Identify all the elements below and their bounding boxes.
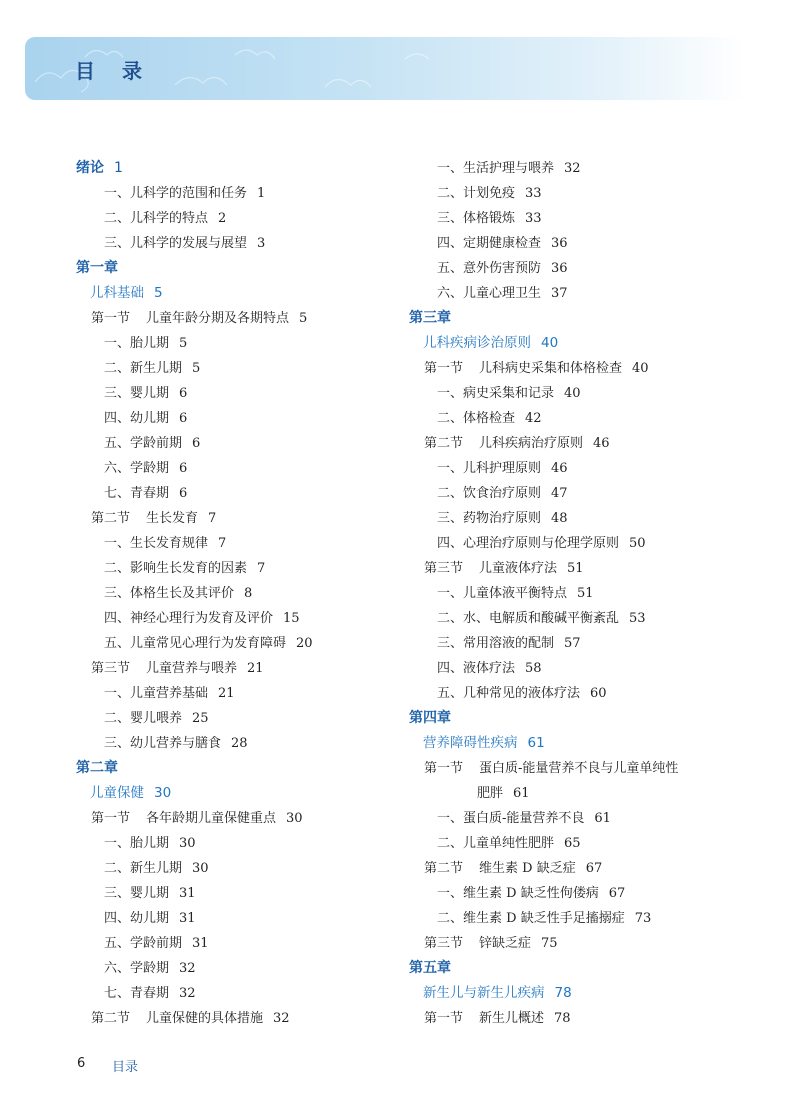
toc-entry-title: 四、定期健康检查 <box>437 236 542 251</box>
toc-entry-title: 二、影响生长发育的因素 <box>104 561 248 576</box>
toc-entry-item[interactable] <box>409 806 749 831</box>
toc-entry-title: 一、胎儿期 <box>104 336 170 351</box>
toc-entry-item[interactable] <box>409 381 749 406</box>
toc-entry-title: 一、生长发育规律 <box>104 536 209 551</box>
toc-entry-page: 7 <box>257 561 266 576</box>
toc-entry-title: 三、幼儿营养与膳食 <box>104 736 222 751</box>
toc-entry-page: 53 <box>629 611 646 626</box>
toc-entry-title: 一、儿童体液平衡特点 <box>437 586 568 601</box>
toc-entry-section-title: 锌缺乏症 <box>479 936 532 951</box>
toc-entry-page: 21 <box>247 661 264 676</box>
toc-entry-title: 六、儿童心理卫生 <box>437 286 542 301</box>
toc-entry-item[interactable] <box>76 931 416 956</box>
toc-left-column <box>76 156 416 1031</box>
toc-entry-title: 六、学龄期 <box>104 961 170 976</box>
toc-entry-title: 一、蛋白质-能量营养不良 <box>437 811 585 826</box>
toc-entry-unit[interactable] <box>76 781 416 806</box>
toc-entry-title: 第二节 <box>91 511 131 526</box>
toc-right-column <box>409 156 749 1031</box>
toc-entry-item[interactable] <box>409 456 749 481</box>
toc-entry-section-title: 儿科病史采集和体格检查 <box>479 361 623 376</box>
toc-entry-title: 第一节 <box>424 361 464 376</box>
toc-entry-sect[interactable] <box>76 506 416 531</box>
toc-entry-title: 第一节 <box>424 1011 464 1026</box>
toc-entry-title: 五、意外伤害预防 <box>437 261 542 276</box>
toc-entry-item[interactable] <box>76 331 416 356</box>
footer-label: 目录 <box>112 1060 139 1075</box>
toc-entry-page: 2 <box>218 211 227 226</box>
toc-entry-title: 四、神经心理行为发育及评价 <box>104 611 274 626</box>
toc-entry-title: 一、儿科学的范围和任务 <box>104 186 248 201</box>
toc-entry-page: 78 <box>554 985 572 1001</box>
toc-entry-page: 31 <box>192 936 209 951</box>
toc-entry-item[interactable] <box>409 631 749 656</box>
toc-entry-title: 三、婴儿期 <box>104 386 170 401</box>
toc-entry-page: 6 <box>179 386 188 401</box>
toc-entry-chap[interactable] <box>76 756 416 781</box>
toc-entry-title: 二、水、电解质和酸碱平衡紊乱 <box>437 611 620 626</box>
toc-entry-item[interactable] <box>409 581 749 606</box>
toc-entry-page: 50 <box>629 536 646 551</box>
toc-entry-item[interactable] <box>409 481 749 506</box>
toc-entry-page: 48 <box>551 511 568 526</box>
toc-entry-page: 33 <box>525 186 542 201</box>
toc-entry-title: 一、儿童营养基础 <box>104 686 209 701</box>
toc-entry-item[interactable] <box>76 231 416 256</box>
toc-entry-page: 31 <box>179 886 196 901</box>
toc-entry-title: 三、体格生长及其评价 <box>104 586 235 601</box>
toc-entry-item[interactable] <box>409 406 749 431</box>
toc-entry-page: 7 <box>208 511 217 526</box>
toc-entry-item[interactable] <box>76 531 416 556</box>
toc-entry-title: 一、儿科护理原则 <box>437 461 542 476</box>
toc-entry-item[interactable] <box>76 706 416 731</box>
toc-entry-title: 五、学龄前期 <box>104 436 183 451</box>
toc-entry-page: 61 <box>594 811 611 826</box>
toc-entry-cont[interactable] <box>409 781 749 806</box>
toc-entry-page: 40 <box>632 361 649 376</box>
toc-entry-page: 40 <box>541 335 559 351</box>
toc-entry-item[interactable] <box>76 956 416 981</box>
toc-entry-section-title: 儿童年龄分期及各期特点 <box>146 311 290 326</box>
toc-entry-title: 四、幼儿期 <box>104 411 170 426</box>
toc-entry-title: 二、婴儿喂养 <box>104 711 183 726</box>
toc-entry-page: 60 <box>590 686 607 701</box>
toc-entry-unit[interactable] <box>409 731 749 756</box>
toc-entry-title: 一、胎儿期 <box>104 836 170 851</box>
toc-entry-title: 第三节 <box>424 561 464 576</box>
toc-entry-title: 二、体格检查 <box>437 411 516 426</box>
toc-entry-item[interactable] <box>409 906 749 931</box>
toc-entry-item[interactable] <box>76 981 416 1006</box>
toc-entry-section-title: 儿童营养与喂养 <box>146 661 238 676</box>
toc-entry-sect[interactable] <box>76 306 416 331</box>
toc-entry-item[interactable] <box>76 356 416 381</box>
toc-entry-title: 七、青春期 <box>104 486 170 501</box>
toc-entry-unit[interactable] <box>76 281 416 306</box>
toc-entry-item[interactable] <box>409 531 749 556</box>
toc-entry-item[interactable] <box>76 431 416 456</box>
toc-entry-title: 第三节 <box>424 936 464 951</box>
toc-entry-page: 67 <box>608 886 626 901</box>
toc-entry-item[interactable] <box>409 831 749 856</box>
toc-entry-chap[interactable] <box>409 956 749 981</box>
toc-entry-page: 67 <box>585 861 603 876</box>
toc-entry-item[interactable] <box>76 681 416 706</box>
toc-entry-title: 二、计划免疫 <box>437 186 516 201</box>
toc-entry-page: 1 <box>114 160 123 176</box>
toc-entry-page: 47 <box>551 486 568 501</box>
toc-entry-item[interactable] <box>76 731 416 756</box>
toc-entry-title: 新生儿与新生儿疾病 <box>423 985 545 1001</box>
toc-entry-item[interactable] <box>76 481 416 506</box>
toc-entry-page: 36 <box>551 236 568 251</box>
toc-entry-section-title: 各年龄期儿童保健重点 <box>146 811 277 826</box>
toc-entry-sect[interactable] <box>76 1006 416 1031</box>
toc-entry-page: 65 <box>564 836 581 851</box>
toc-entry-title: 六、学龄期 <box>104 461 170 476</box>
toc-entry-item[interactable] <box>409 681 749 706</box>
toc-entry-title: 二、儿科学的特点 <box>104 211 209 226</box>
toc-entry-title: 第三章 <box>409 310 451 326</box>
page-number: 6 <box>77 1056 86 1071</box>
toc-entry-title: 四、液体疗法 <box>437 661 516 676</box>
toc-entry-item[interactable] <box>76 906 416 931</box>
toc-entry-page: 6 <box>179 461 188 476</box>
toc-entry-sect[interactable] <box>409 856 749 881</box>
toc-entry-page: 33 <box>525 211 542 226</box>
toc-entry-page: 32 <box>179 986 196 1001</box>
toc-entry-title: 儿童保健 <box>90 785 144 801</box>
toc-entry-title: 第二节 <box>424 861 464 876</box>
toc-entry-item[interactable] <box>76 831 416 856</box>
toc-entry-sect[interactable] <box>409 431 749 456</box>
toc-entry-title: 第三节 <box>91 661 131 676</box>
toc-entry-section-title: 儿童保健的具体措施 <box>146 1011 264 1026</box>
toc-entry-page: 42 <box>525 411 542 426</box>
toc-entry-title: 第二节 <box>91 1011 131 1026</box>
toc-entry-page: 32 <box>564 161 581 176</box>
toc-entry-page: 8 <box>244 586 253 601</box>
toc-entry-title: 二、饮食治疗原则 <box>437 486 542 501</box>
toc-entry-item[interactable] <box>409 256 749 281</box>
toc-entry-page: 25 <box>192 711 209 726</box>
toc-entry-page: 6 <box>179 411 188 426</box>
toc-entry-item[interactable] <box>409 656 749 681</box>
toc-entry-page: 5 <box>154 285 163 301</box>
toc-entry-title: 七、青春期 <box>104 986 170 1001</box>
page-title: 目 录 <box>75 59 152 83</box>
toc-entry-item[interactable] <box>76 406 416 431</box>
toc-entry-page: 5 <box>192 361 201 376</box>
toc-entry-page: 51 <box>567 561 584 576</box>
toc-entry-title: 一、生活护理与喂养 <box>437 161 555 176</box>
toc-entry-page: 31 <box>179 911 196 926</box>
toc-entry-intro[interactable] <box>76 156 416 181</box>
toc-entry-title: 一、维生素 D 缺乏性佝偻病 <box>437 886 599 901</box>
toc-entry-item[interactable] <box>409 156 749 181</box>
toc-entry-title: 第一节 <box>91 811 131 826</box>
toc-entry-page: 61 <box>527 735 545 751</box>
toc-entry-item[interactable] <box>76 381 416 406</box>
toc-entry-title: 五、儿童常见心理行为发育障碍 <box>104 636 287 651</box>
toc-entry-item[interactable] <box>409 181 749 206</box>
toc-entry-sect[interactable] <box>409 756 749 781</box>
toc-entry-page: 51 <box>577 586 594 601</box>
toc-entry-section-title: 儿科疾病治疗原则 <box>479 436 584 451</box>
toc-entry-item[interactable] <box>409 881 749 906</box>
toc-entry-item[interactable] <box>76 456 416 481</box>
toc-entry-section-title: 维生素 D 缺乏症 <box>479 861 576 876</box>
toc-entry-page: 46 <box>593 436 610 451</box>
toc-entry-item[interactable] <box>76 581 416 606</box>
toc-entry-title: 第五章 <box>409 960 451 976</box>
toc-entry-title: 儿科疾病诊治原则 <box>423 335 531 351</box>
toc-entry-title: 第四章 <box>409 710 451 726</box>
toc-entry-sect[interactable] <box>409 1006 749 1031</box>
toc-entry-sect[interactable] <box>409 556 749 581</box>
toc-entry-title: 第二节 <box>424 436 464 451</box>
toc-entry-item[interactable] <box>76 206 416 231</box>
toc-entry-page: 61 <box>513 786 530 801</box>
toc-entry-title: 五、几种常见的液体疗法 <box>437 686 581 701</box>
toc-entry-title: 三、常用溶液的配制 <box>437 636 555 651</box>
toc-entry-unit[interactable] <box>409 331 749 356</box>
toc-entry-page: 30 <box>179 836 196 851</box>
toc-entry-title: 三、儿科学的发展与展望 <box>104 236 248 251</box>
toc-entry-page: 36 <box>551 261 568 276</box>
toc-entry-page: 30 <box>154 785 172 801</box>
toc-entry-page: 15 <box>283 611 300 626</box>
toc-entry-page: 5 <box>299 311 308 326</box>
toc-entry-title: 四、心理治疗原则与伦理学原则 <box>437 536 620 551</box>
toc-entry-sect[interactable] <box>409 931 749 956</box>
toc-entry-title: 二、维生素 D 缺乏性手足搐搦症 <box>437 911 625 926</box>
toc-entry-title: 二、新生儿期 <box>104 361 183 376</box>
toc-entry-page: 32 <box>273 1011 290 1026</box>
toc-entry-section-title: 生长发育 <box>146 511 199 526</box>
toc-entry-page: 1 <box>257 186 266 201</box>
toc-entry-page: 78 <box>554 1011 571 1026</box>
toc-entry-chap[interactable] <box>409 706 749 731</box>
toc-entry-item[interactable] <box>76 606 416 631</box>
toc-entry-title: 二、儿童单纯性肥胖 <box>437 836 555 851</box>
toc-entry-page: 6 <box>179 486 188 501</box>
toc-entry-page: 37 <box>551 286 568 301</box>
toc-entry-page: 58 <box>525 661 542 676</box>
toc-entry-chap[interactable] <box>76 256 416 281</box>
toc-entry-item[interactable] <box>409 206 749 231</box>
toc-entry-page: 28 <box>231 736 248 751</box>
toc-entry-title: 肥胖 <box>477 786 504 801</box>
toc-entry-title: 第一节 <box>91 311 131 326</box>
toc-entry-page: 3 <box>257 236 266 251</box>
toc-entry-sect[interactable] <box>76 656 416 681</box>
toc-entry-item[interactable] <box>76 856 416 881</box>
toc-entry-page: 6 <box>192 436 201 451</box>
toc-entry-title: 二、新生儿期 <box>104 861 183 876</box>
toc-entry-sect[interactable] <box>76 806 416 831</box>
toc-entry-page: 57 <box>564 636 581 651</box>
toc-entry-title: 第一章 <box>76 260 118 276</box>
toc-entry-title: 四、幼儿期 <box>104 911 170 926</box>
toc-entry-title: 三、婴儿期 <box>104 886 170 901</box>
toc-entry-title: 绪论 <box>76 160 104 176</box>
toc-entry-item[interactable] <box>409 231 749 256</box>
toc-entry-chap[interactable] <box>409 306 749 331</box>
toc-entry-item[interactable] <box>76 631 416 656</box>
toc-entry-page: 30 <box>192 861 209 876</box>
toc-entry-page: 5 <box>179 336 188 351</box>
toc-entry-page: 7 <box>218 536 227 551</box>
toc-entry-item[interactable] <box>76 181 416 206</box>
toc-entry-item[interactable] <box>76 881 416 906</box>
toc-entry-page: 20 <box>296 636 313 651</box>
toc-entry-title: 三、体格锻炼 <box>437 211 516 226</box>
toc-entry-item[interactable] <box>409 281 749 306</box>
toc-entry-title: 第二章 <box>76 760 118 776</box>
toc-entry-title: 五、学龄前期 <box>104 936 183 951</box>
toc-entry-title: 第一节 <box>424 761 464 776</box>
toc-entry-page: 32 <box>179 961 196 976</box>
toc-entry-section-title: 新生儿概述 <box>479 1011 545 1026</box>
toc-entry-sect[interactable] <box>409 356 749 381</box>
toc-entry-item[interactable] <box>76 556 416 581</box>
toc-entry-page: 40 <box>564 386 581 401</box>
toc-entry-page: 21 <box>218 686 235 701</box>
toc-entry-section-title: 蛋白质-能量营养不良与儿童单纯性 <box>479 761 679 776</box>
toc-entry-section-title: 儿童液体疗法 <box>479 561 558 576</box>
toc-entry-item[interactable] <box>409 606 749 631</box>
toc-entry-item[interactable] <box>409 506 749 531</box>
toc-entry-title: 三、药物治疗原则 <box>437 511 542 526</box>
toc-entry-page: 46 <box>551 461 568 476</box>
toc-entry-title: 儿科基础 <box>90 285 144 301</box>
toc-entry-title: 一、病史采集和记录 <box>437 386 555 401</box>
toc-entry-page: 75 <box>541 936 558 951</box>
toc-entry-unit[interactable] <box>409 981 749 1006</box>
toc-entry-title: 营养障碍性疾病 <box>423 735 518 751</box>
toc-entry-page: 73 <box>634 911 652 926</box>
toc-entry-page: 30 <box>286 811 303 826</box>
